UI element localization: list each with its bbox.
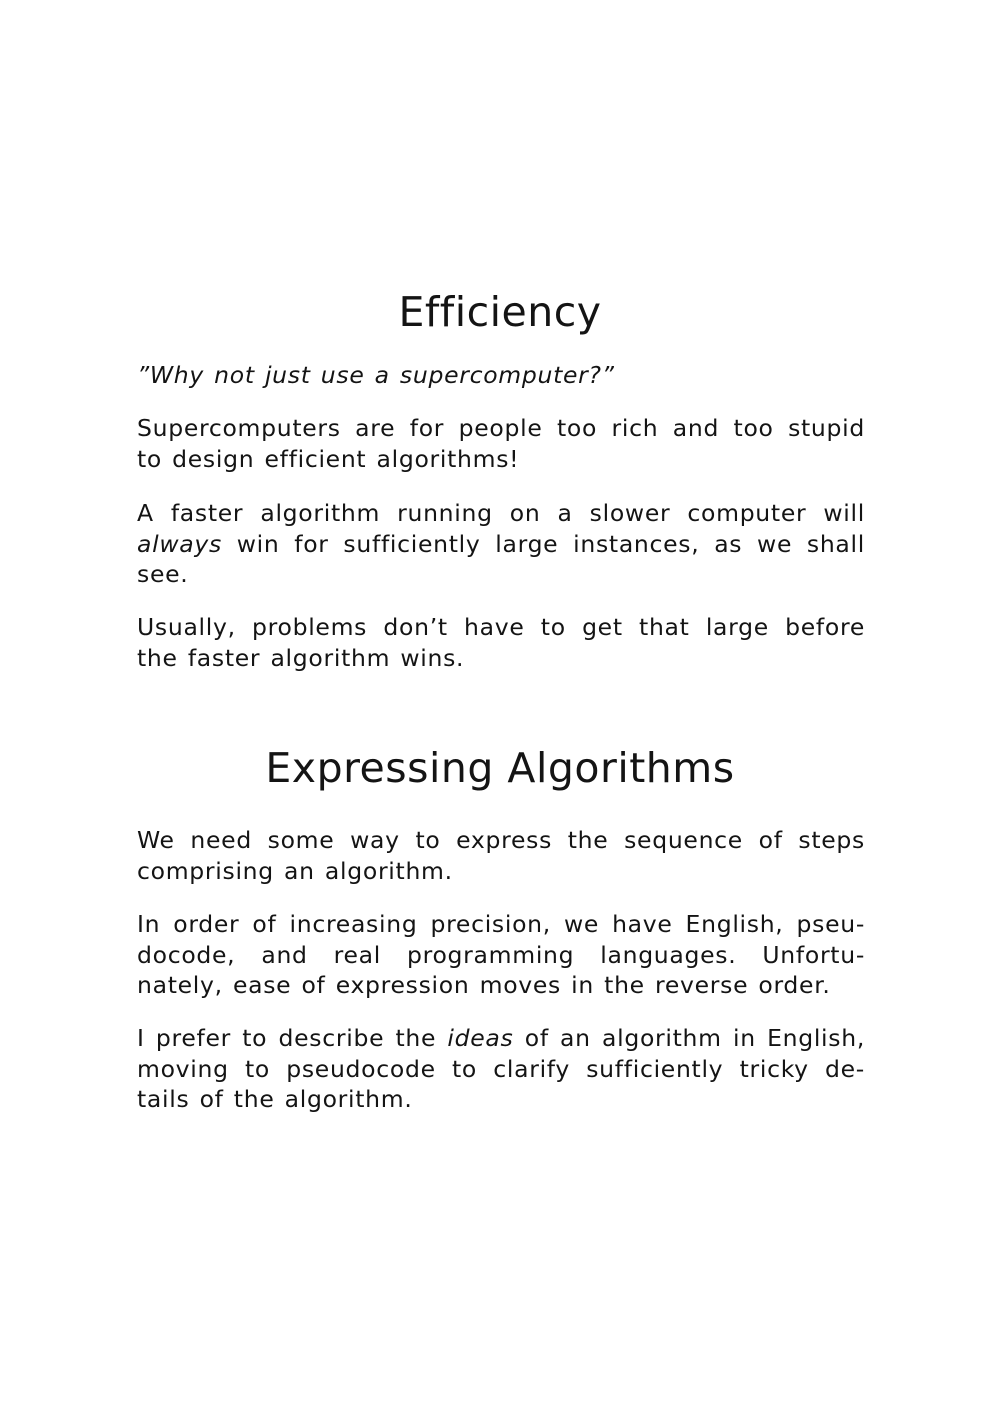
efficiency-paragraph-2-text-b: win for sufficiently large instances, as we shall see. — [137, 529, 865, 588]
efficiency-paragraph-3: Usually, problems don’t have to get that large before the faster algorithm wins. — [137, 613, 865, 672]
efficiency-paragraph-2-emphasis: always — [137, 529, 222, 558]
expressing-paragraph-3-emphasis: ideas — [447, 1024, 514, 1052]
efficiency-paragraph-2 — [137, 498, 865, 590]
efficiency-title: Efficiency — [398, 288, 602, 336]
efficiency-paragraph-2-text-a: A faster algorithm running on a slower computer will — [137, 499, 865, 527]
expressing-algorithms-title: Expressing Algorithms — [265, 744, 735, 792]
expressing-paragraph-1: We need some way to express the sequence of steps comprising an algorithm. — [137, 826, 865, 885]
expressing-paragraph-3-text-b: of an algorithm in English, moving to pseudocode to clarify sufficiently tricky de- tails of the algorithm. — [137, 1024, 865, 1113]
efficiency-paragraph-1: Supercomputers are for people too rich and too stupid to design efficient algorithms! — [137, 414, 865, 473]
expressing-paragraph-3 — [137, 1023, 865, 1115]
expressing-paragraph-3-text-a: I prefer to describe the — [137, 1024, 448, 1052]
expressing-paragraph-2: In order of increasing precision, we have English, pseu- docode, and real programming languages. Unfortu- nately, ease of expression moves in the reverse order. — [137, 910, 865, 999]
efficiency-quote: ”Why not just use a supercomputer?” — [137, 361, 615, 389]
